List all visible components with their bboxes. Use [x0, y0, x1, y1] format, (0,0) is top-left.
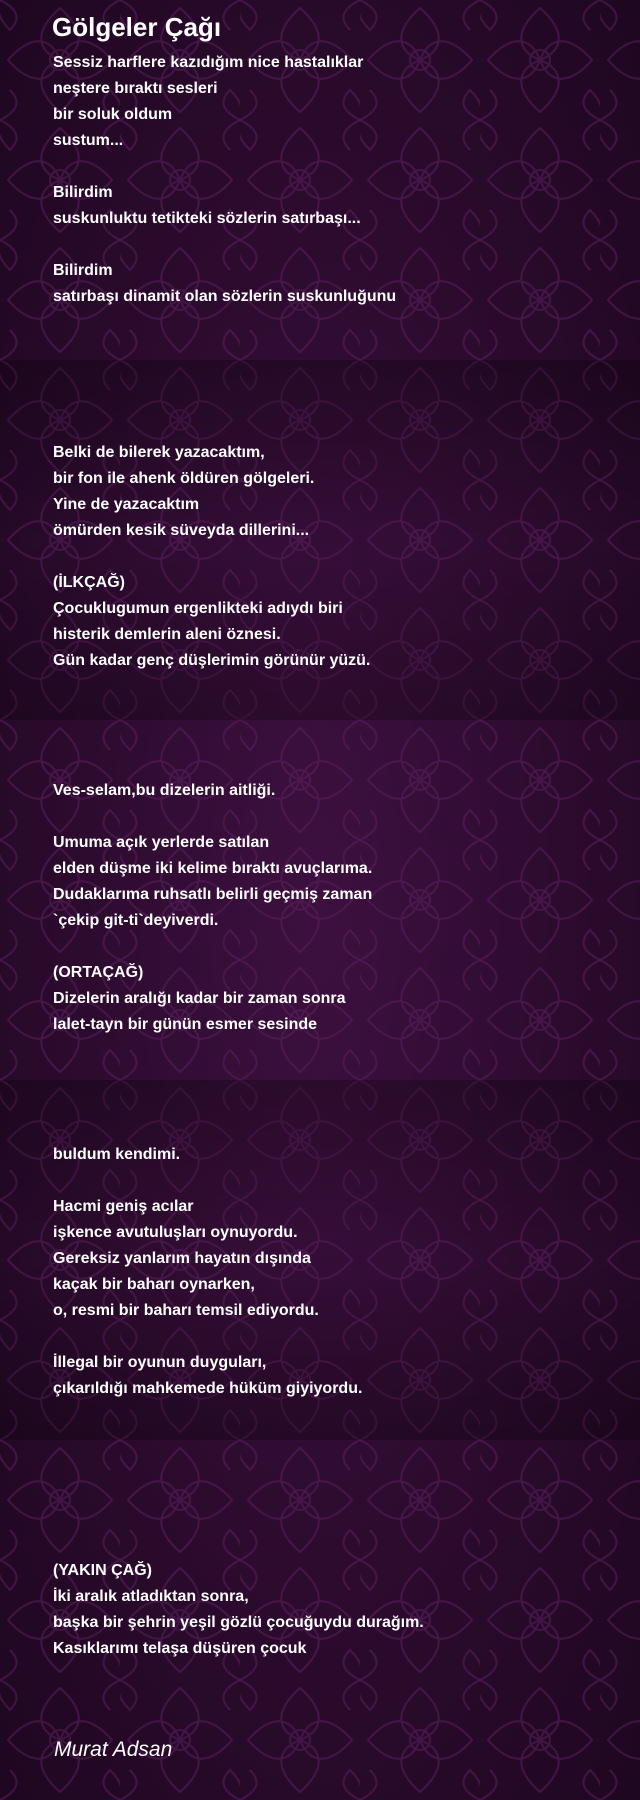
poem-blank-line [53, 1428, 613, 1454]
poem-line: suskunluktu tetikteki sözlerin satırbaşı... [53, 210, 361, 227]
poem-line: bir soluk oldum [53, 106, 173, 123]
poem-blank-line [53, 362, 613, 388]
poem-blank-line [53, 1402, 613, 1428]
poem-line: Çocuklugumun ergenlikteki adıydı biri [53, 600, 343, 617]
poem-line: (İLKÇAĞ) [53, 574, 125, 591]
poem-line: neştere bıraktı sesleri [53, 80, 218, 97]
poem-line: Dudaklarıma ruhsatlı belirli geçmiş zaman [53, 886, 373, 903]
poem-line: (YAKIN ÇAĞ) [53, 1562, 152, 1579]
poem-blank-line [53, 1480, 613, 1506]
poem-body [53, 50, 613, 1662]
poem-line: İki aralık atladıktan sonra, [53, 1588, 249, 1605]
poem-line: o, resmi bir baharı temsil ediyordu. [53, 1302, 319, 1319]
poem-blank-line [53, 232, 613, 258]
poem-line: `çekip git-ti`deyiverdi. [53, 912, 219, 929]
poem-line: Gereksiz yanlarım hayatın dışında [53, 1250, 311, 1267]
poem-line: Hacmi geniş acılar [53, 1198, 194, 1215]
poem-line: lalet-tayn bir günün esmer sesinde [53, 1016, 318, 1033]
poem-line: (ORTAÇAĞ) [53, 964, 144, 981]
poem-line: kaçak bir baharı oynarken, [53, 1276, 255, 1293]
poem-blank-line [53, 752, 613, 778]
poem-author: Murat Adsan [54, 1738, 173, 1761]
poem-blank-line [53, 700, 613, 726]
poem-line: Sessiz harflere kazıdığım nice hastalıklar [53, 54, 364, 71]
poem-line: Umuma açık yerlerde satılan [53, 834, 270, 851]
poem-line: Dizelerin aralığı kadar bir zaman sonra [53, 990, 346, 1007]
poem-blank-line [53, 1324, 613, 1350]
poem-line: buldum kendimi. [53, 1146, 181, 1163]
poem-line: histerik demlerin aleni öznesi. [53, 626, 281, 643]
poem-blank-line [53, 1454, 613, 1480]
poem-line: ömürden kesik süveyda dillerini... [53, 522, 310, 539]
poem-line: Gün kadar genç düşlerimin görünür yüzü. [53, 652, 371, 669]
poem-blank-line [53, 674, 613, 700]
poem-blank-line [53, 388, 613, 414]
poem-line: Bilirdim [53, 262, 113, 279]
poem-line: Bilirdim [53, 184, 113, 201]
poem-line: çıkarıldığı mahkemede hüküm giyiyordu. [53, 1380, 363, 1397]
poem-line: bir fon ile ahenk öldüren gölgeleri. [53, 470, 315, 487]
poem-line: başka bir şehrin yeşil gözlü çocuğuydu durağım. [53, 1614, 424, 1631]
poem-blank-line [53, 1038, 613, 1064]
poem-blank-line [53, 1168, 613, 1194]
poem-title: Gölgeler Çağı [52, 12, 222, 42]
poem-line: İllegal bir oyunun duyguları, [53, 1354, 267, 1371]
poem-blank-line [53, 154, 613, 180]
poem-blank-line [53, 1064, 613, 1090]
poem-blank-line [53, 310, 613, 336]
poem-blank-line [53, 1532, 613, 1558]
poem-line: sustum... [53, 132, 124, 149]
poem-line: Kasıklarımı telaşa düşüren çocuk [53, 1640, 307, 1657]
poem-line: Belki de bilerek yazacaktım, [53, 444, 265, 461]
poem-line: Ves-selam,bu dizelerin aitliği. [53, 782, 276, 799]
poem-blank-line [53, 1116, 613, 1142]
poem-line: elden düşme iki kelime bıraktı avuçlarıma. [53, 860, 373, 877]
poem-line: Yine de yazacaktım [53, 496, 200, 513]
poem-blank-line [53, 804, 613, 830]
poem-blank-line [53, 726, 613, 752]
poem-line: işkence avutuluşları oynuyordu. [53, 1224, 298, 1241]
poem-blank-line [53, 544, 613, 570]
poem-blank-line [53, 1090, 613, 1116]
poem-blank-line [53, 1506, 613, 1532]
poem-blank-line [53, 934, 613, 960]
poem-blank-line [53, 414, 613, 440]
poem-line: satırbaşı dinamit olan sözlerin suskunluğunu [53, 288, 397, 305]
poem-blank-line [53, 336, 613, 362]
